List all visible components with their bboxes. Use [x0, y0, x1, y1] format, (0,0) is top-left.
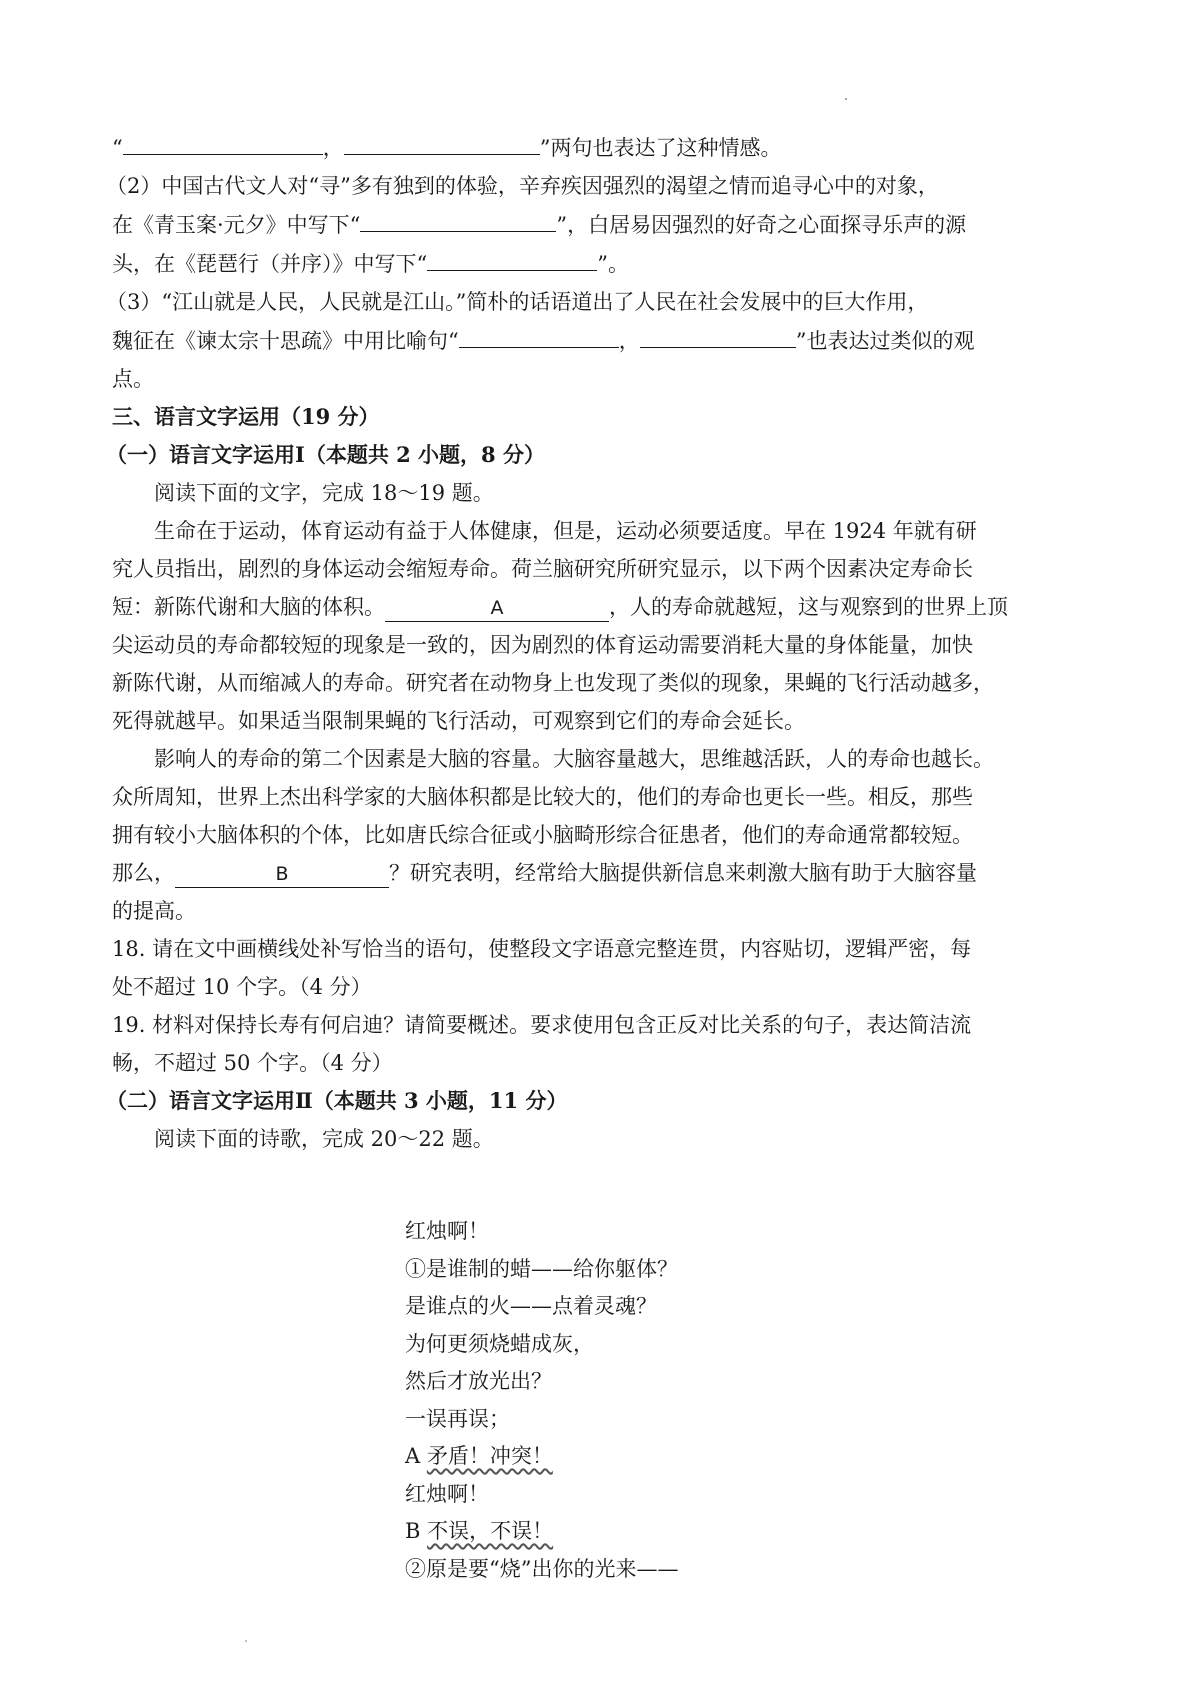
q17-part3-line2: 魏征在《谏太宗十思疏》中用比喻句“ ， ”也表达过类似的观 — [112, 321, 1102, 360]
part1-heading: （一）语言文字运用Ⅰ（本题共 2 小题，8 分） — [106, 442, 545, 467]
question-18-line2: 处不超过 10 个字。（4 分） — [112, 975, 372, 999]
part2-intro: 阅读下面的诗歌，完成 20～22 题。 — [154, 1127, 494, 1151]
answer-blank[interactable] — [344, 128, 540, 155]
wavy-underlined-text: 矛盾！冲突！ — [426, 1444, 553, 1468]
blank-b[interactable]: B — [175, 861, 389, 888]
wavy-underlined-text: 不误，不误！ — [427, 1519, 554, 1543]
poem-block — [405, 1213, 678, 1588]
answer-blank[interactable] — [459, 321, 619, 348]
passage-para2-line2: 众所周知，世界上杰出科学家的大脑体积都是比较大的，他们的寿命也更长一些。相反，那些 — [112, 785, 973, 809]
passage-para2-line1: 影响人的寿命的第二个因素是大脑的容量。大脑容量越大，思维越活跃，人的寿命也越长。 — [154, 747, 994, 771]
poem-line: 是谁点的火——点着灵魂？ — [405, 1294, 657, 1318]
section-heading: 三、语言文字运用（19 分） — [112, 404, 380, 429]
passage-para1-line1: 生命在于运动，体育运动有益于人体健康，但是，运动必须要适度。早在 1924 年就有研 — [154, 519, 977, 543]
poem-line: 为何更须烧蜡成灰， — [405, 1331, 594, 1356]
question-18-line1: 18. 请在文中画横线处补写恰当的语句，使整段文字语意完整连贯，内容贴切，逻辑严密，每 — [112, 937, 972, 961]
passage-para2-line3: 拥有较小大脑体积的个体，比如唐氏综合征或小脑畸形综合征患者，他们的寿命通常都较短。 — [112, 823, 973, 847]
part1-intro: 阅读下面的文字，完成 18～19 题。 — [154, 481, 494, 505]
poem-line: 一误再误； — [405, 1406, 510, 1431]
answer-blank[interactable] — [123, 128, 323, 155]
question-19-line2: 畅，不超过 50 个字。（4 分） — [112, 1051, 393, 1075]
passage-para2-line5: 的提高。 — [112, 899, 196, 923]
q17-part2-line2: 在《青玉案·元夕》中写下“ ”，白居易因强烈的好奇之心面探寻乐声的源 — [112, 205, 1102, 244]
q17-part3-line1: （3）“江山就是人民，人民就是江山。”简朴的话语道出了人民在社会发展中的巨大作用， — [106, 290, 929, 314]
passage-para1-line6: 死得就越早。如果适当限制果蝇的飞行活动，可观察到它们的寿命会延长。 — [112, 709, 805, 733]
poem-line-b: B 不误，不误！ — [405, 1519, 554, 1543]
blank-a[interactable]: A — [385, 595, 609, 622]
q17-line1: “ ， ”两句也表达了这种情感。 — [112, 128, 1102, 167]
poem-line: 红烛啊！ — [405, 1219, 489, 1243]
question-19-line1: 19. 材料对保持长寿有何启迪？请简要概述。要求使用包含正反对比关系的句子，表达简洁流 — [112, 1013, 972, 1037]
q17-part2-line3: 头，在《琵琶行（并序）》中写下“ ”。 — [112, 244, 1102, 283]
answer-blank[interactable] — [427, 244, 597, 271]
q17-part2-line1: （2）中国古代文人对“寻”多有独到的体验，辛弃疾因强烈的渴望之情而追寻心中的对象， — [106, 174, 939, 198]
poem-line-a: A 矛盾！冲突！ — [405, 1444, 553, 1468]
q17-part3-line3: 点。 — [112, 367, 154, 391]
poem-line: ①是谁制的蜡——给你躯体？ — [405, 1256, 678, 1281]
scan-speck — [845, 98, 847, 100]
passage-para1-line5: 新陈代谢，从而缩减人的寿命。研究者在动物身上也发现了类似的现象，果蝇的飞行活动越多， — [112, 671, 994, 695]
poem-line: 然后才放光出？ — [405, 1369, 552, 1393]
part2-heading: （二）语言文字运用Ⅱ（本题共 3 小题，11 分） — [106, 1088, 568, 1113]
passage-para1-line4: 尖运动员的寿命都较短的现象是一致的，因为剧烈的体育运动需要消耗大量的身体能量，加快 — [112, 633, 973, 657]
passage-para1-line2: 究人员指出，剧烈的身体运动会缩短寿命。荷兰脑研究所研究显示，以下两个因素决定寿命长 — [112, 557, 973, 581]
scan-speck — [245, 1640, 247, 1642]
exam-page-body — [106, 128, 1102, 1158]
answer-blank[interactable] — [360, 205, 556, 232]
passage-para2-line4: 那么， B ？研究表明，经常给大脑提供新信息来刺激大脑有助于大脑容量 — [112, 854, 1102, 892]
poem-line: 红烛啊！ — [405, 1481, 489, 1506]
answer-blank[interactable] — [640, 321, 796, 348]
poem-line: ②原是要“烧”出你的光来—— — [405, 1556, 679, 1581]
passage-para1-line3: 短：新陈代谢和大脑的体积。 A ，人的寿命就越短，这与观察到的世界上顶 — [112, 588, 1102, 626]
